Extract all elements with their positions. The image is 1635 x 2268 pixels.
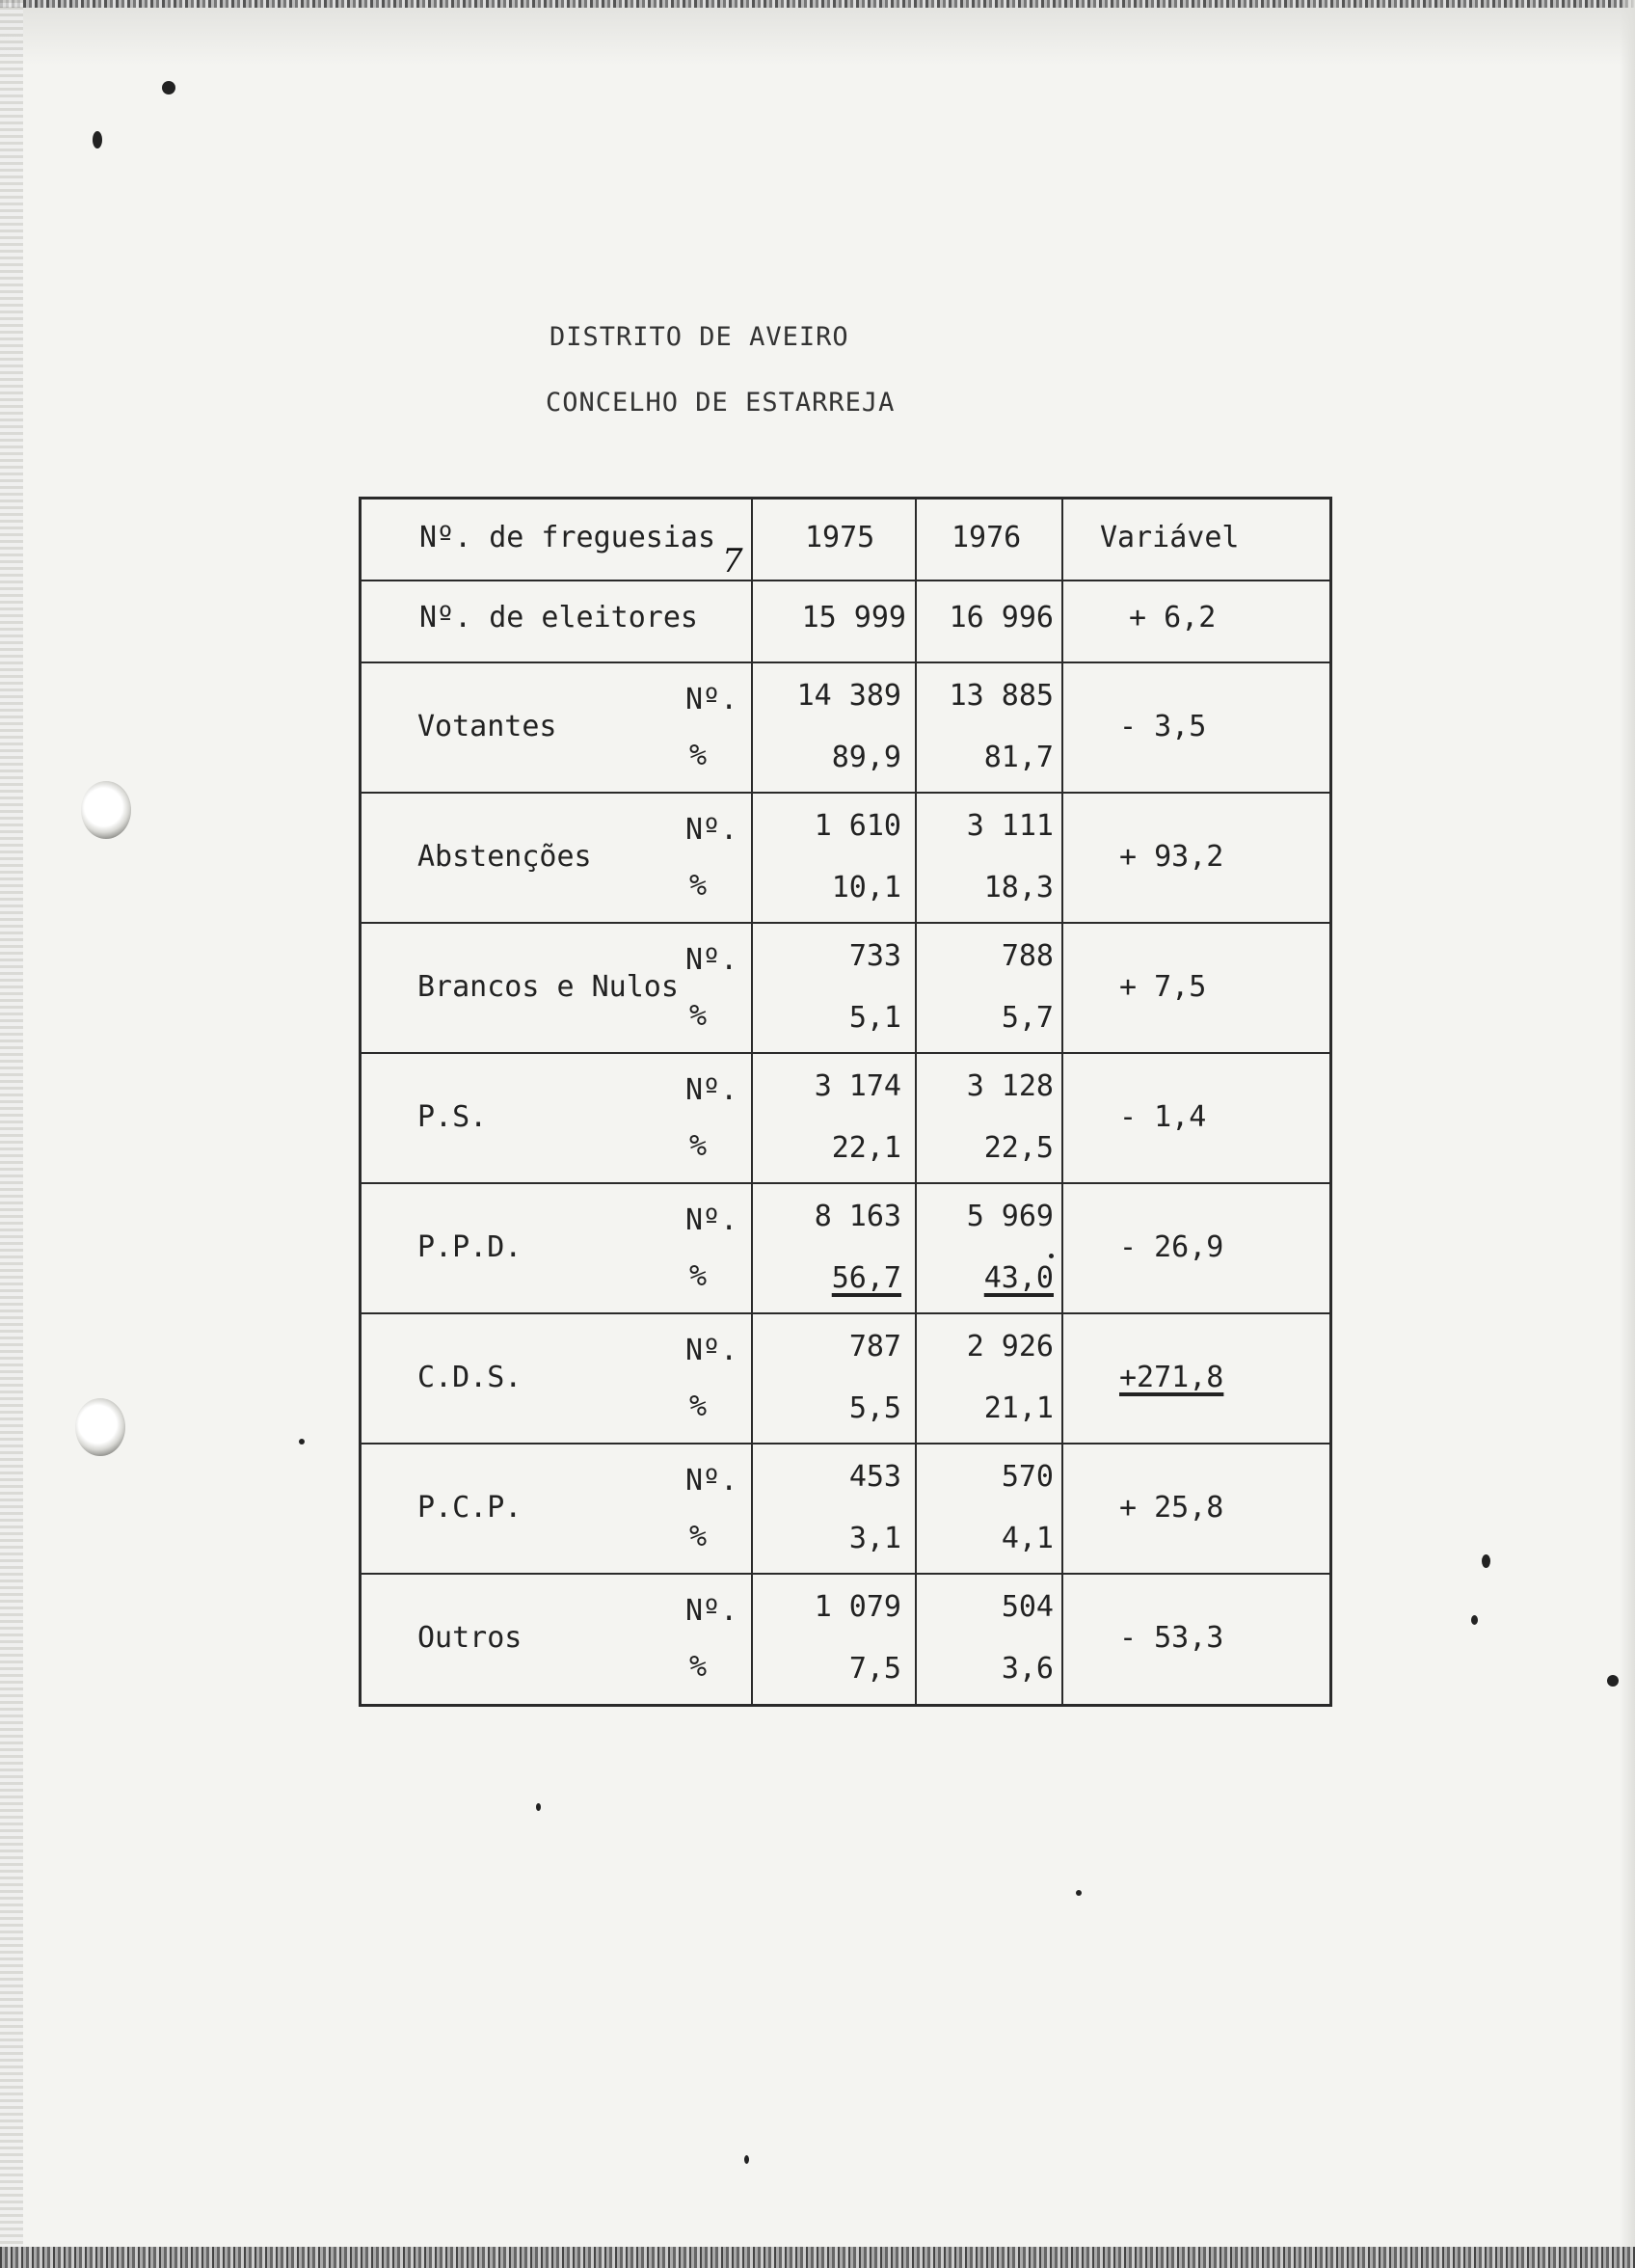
count-1975: 1 610 [814, 809, 901, 843]
row-percent-unit: % [689, 1650, 708, 1684]
row-divider [362, 1443, 1329, 1444]
electors-1975: 15 999 [801, 601, 906, 634]
row-count-unit: Nº. [685, 1073, 738, 1107]
election-results-table [359, 497, 1332, 1707]
row-percent-unit: % [689, 1520, 708, 1553]
row-variation: - 1,4 [1119, 1100, 1207, 1134]
row-divider [362, 580, 1329, 581]
row-count-unit: Nº. [685, 1594, 738, 1628]
row-divider [362, 1052, 1329, 1054]
header-variation: Variável [1100, 521, 1240, 554]
row-percent-unit: % [689, 1259, 708, 1293]
row-divider [362, 662, 1329, 663]
percent-1976: 18,3 [983, 871, 1054, 904]
row-variation: - 26,9 [1119, 1230, 1224, 1264]
ink-speck [1076, 1890, 1082, 1896]
row-variation: + 7,5 [1119, 970, 1207, 1004]
percent-1976: 4,1 [1001, 1522, 1054, 1555]
column-divider [915, 500, 917, 1704]
count-1975: 14 389 [796, 679, 901, 713]
count-1976: 13 885 [949, 679, 1054, 713]
count-1976: 2 926 [966, 1330, 1054, 1364]
column-divider [751, 500, 753, 1704]
row-count-unit: Nº. [685, 1334, 738, 1367]
percent-1976: 5,7 [1001, 1001, 1054, 1035]
row-count-unit: Nº. [685, 683, 738, 716]
scan-right-edge [1620, 0, 1635, 2268]
count-1976: 3 111 [966, 809, 1054, 843]
row-label: P.C.P. [417, 1491, 523, 1525]
punch-hole-icon [75, 1398, 125, 1456]
ink-speck [1482, 1554, 1490, 1568]
percent-1976: 21,1 [983, 1391, 1054, 1425]
count-1975: 733 [848, 939, 901, 973]
ink-speck [1607, 1675, 1619, 1687]
row-variation: - 53,3 [1119, 1621, 1224, 1655]
row-percent-unit: % [689, 739, 708, 772]
row-count-unit: Nº. [685, 1464, 738, 1498]
count-1976: 788 [1001, 939, 1054, 973]
ink-speck [1471, 1615, 1478, 1625]
percent-1975: 7,5 [848, 1652, 901, 1686]
row-variation: + 93,2 [1119, 840, 1224, 874]
header-1975: 1975 [805, 521, 875, 554]
row-count-unit: Nº. [685, 813, 738, 847]
row-label: P.P.D. [417, 1230, 523, 1264]
percent-1975: 3,1 [848, 1522, 901, 1555]
scan-top-edge [0, 0, 1635, 8]
row-divider [362, 1573, 1329, 1575]
row-label: Votantes [417, 710, 557, 743]
row-percent-unit: % [689, 869, 708, 903]
row-label: Abstenções [417, 840, 592, 874]
row-label: Brancos e Nulos [417, 970, 679, 1004]
row-label: P.S. [417, 1100, 488, 1134]
count-1976: 3 128 [966, 1069, 1054, 1103]
count-1976: 570 [1001, 1460, 1054, 1494]
electors-variation: + 6,2 [1129, 601, 1217, 634]
row-divider [362, 792, 1329, 794]
percent-1975: 5,5 [848, 1391, 901, 1425]
count-1976: 5 969 [966, 1200, 1054, 1233]
percent-1975: 5,1 [848, 1001, 901, 1035]
row-percent-unit: % [689, 1129, 708, 1163]
scan-top-shadow [0, 8, 1635, 66]
row-count-unit: Nº. [685, 943, 738, 977]
ink-speck [536, 1803, 541, 1811]
row-label: Outros [417, 1621, 523, 1655]
percent-1975: 10,1 [831, 871, 901, 904]
header-1976: 1976 [952, 521, 1022, 554]
row-variation: + 25,8 [1119, 1491, 1224, 1525]
row-variation: +271,8 [1119, 1361, 1224, 1394]
count-1975: 1 079 [814, 1590, 901, 1624]
count-1975: 8 163 [814, 1200, 901, 1233]
electors-1976: 16 996 [949, 601, 1054, 634]
handwritten-mark: 7 [722, 542, 743, 580]
row-divider [362, 1312, 1329, 1314]
row-label: C.D.S. [417, 1361, 523, 1394]
column-divider [1061, 500, 1063, 1704]
percent-1975: 89,9 [831, 741, 901, 774]
count-1976: 504 [1001, 1590, 1054, 1624]
electors-label: Nº. de eleitores [419, 601, 698, 634]
percent-1976: 3,6 [1001, 1652, 1054, 1686]
row-variation: - 3,5 [1119, 710, 1207, 743]
row-percent-unit: % [689, 1390, 708, 1423]
row-count-unit: Nº. [685, 1203, 738, 1237]
row-divider [362, 922, 1329, 924]
count-1975: 453 [848, 1460, 901, 1494]
scan-left-edge [0, 0, 23, 2268]
punch-hole-icon [81, 781, 131, 839]
row-percent-unit: % [689, 999, 708, 1033]
ink-speck [93, 131, 102, 148]
percent-1976: 22,5 [983, 1131, 1054, 1165]
percent-1976: 81,7 [983, 741, 1054, 774]
ink-speck [744, 2155, 749, 2164]
scan-bottom-edge [0, 2247, 1635, 2268]
header-parishes-label: Nº. de freguesias [419, 521, 716, 554]
percent-1975: 56,7 [831, 1261, 901, 1295]
row-divider [362, 1182, 1329, 1184]
count-1975: 3 174 [814, 1069, 901, 1103]
municipality-title: CONCELHO DE ESTARREJA [546, 388, 896, 418]
count-1975: 787 [848, 1330, 901, 1364]
percent-1975: 22,1 [831, 1131, 901, 1165]
ink-speck [162, 81, 175, 94]
ink-speck [299, 1439, 305, 1444]
percent-1976: 43,0 [983, 1261, 1054, 1295]
district-title: DISTRITO DE AVEIRO [549, 322, 849, 352]
